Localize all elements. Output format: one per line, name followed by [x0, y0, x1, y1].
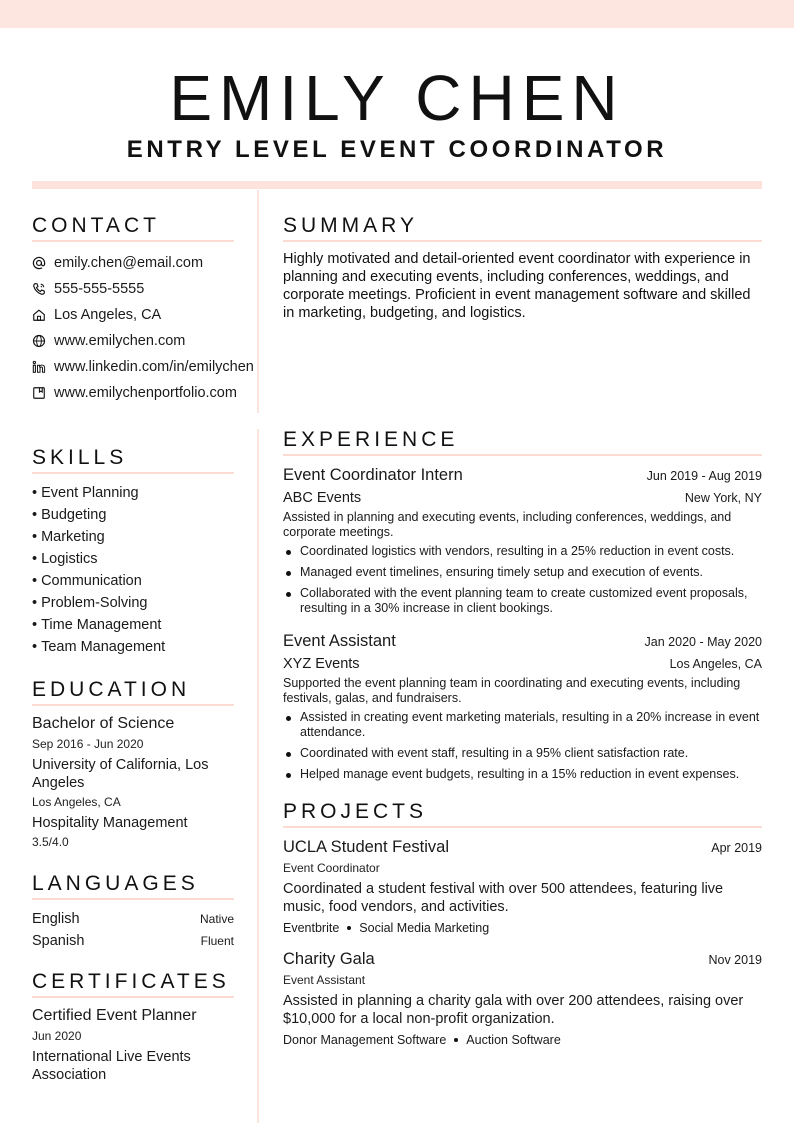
project-entry — [283, 948, 762, 1048]
job-location: New York, NY — [684, 491, 762, 505]
education-major: Hospitality Management — [32, 815, 188, 831]
contact-portfolio[interactable] — [32, 380, 237, 406]
job-description: Supported the event planning team in coordinating and executing events, including festivals, galas, and fundraisers. — [283, 676, 741, 705]
certificate-date: Jun 2020 — [32, 1029, 82, 1043]
contact-location-text: Los Angeles, CA — [54, 307, 162, 323]
experience-section — [283, 428, 762, 782]
education-school: University of California, Los Angeles — [32, 757, 209, 791]
job-title: Event Coordinator Intern — [283, 466, 463, 484]
skill-item: • Event Planning — [32, 482, 234, 504]
education-location: Los Angeles, CA — [32, 795, 121, 809]
project-date: Apr 2019 — [711, 841, 762, 855]
contact-email[interactable] — [32, 250, 234, 276]
experience-title: EXPERIENCE — [283, 428, 762, 456]
project-role: Event Assistant — [283, 973, 366, 987]
education-degree: Bachelor of Science — [32, 715, 175, 732]
project-tag: Eventbrite — [283, 921, 340, 935]
skill-item: • Time Management — [32, 614, 234, 636]
at-icon — [32, 256, 46, 270]
contact-section — [32, 214, 254, 406]
summary-text: Highly motivated and detail-oriented event coordinator with experience in planning and executing events, including conferences, weddings, and corporate meetings. Proficient in event management software and skilled in marketing, budgeting, and logistics. — [283, 251, 751, 321]
contact-phone[interactable] — [32, 276, 234, 302]
language-row — [32, 930, 234, 952]
portfolio-icon — [32, 386, 46, 400]
certificate-issuer: International Live Events Association — [32, 1049, 191, 1083]
candidate-name: EMILY CHEN — [169, 62, 625, 134]
job-bullet: Coordinated logistics with vendors, resulting in a 25% reduction in event costs. — [283, 544, 762, 559]
tag-separator — [454, 1038, 458, 1042]
project-tags — [283, 920, 762, 936]
job-location: Los Angeles, CA — [669, 657, 762, 671]
contact-phone-text: 555-555-5555 — [54, 281, 145, 297]
skill-item: • Logistics — [32, 548, 234, 570]
job-bullet: Collaborated with the event planning team to create customized event proposals, resulting in a 30% increase in client bookings. — [283, 586, 762, 616]
education-gpa: 3.5/4.0 — [32, 835, 69, 849]
skill-item: • Problem-Solving — [32, 592, 234, 614]
skills-section — [32, 446, 234, 658]
skill-item: • Communication — [32, 570, 234, 592]
contact-location — [32, 302, 234, 328]
summary-title: SUMMARY — [283, 214, 762, 242]
resume-header — [0, 62, 794, 164]
project-tags — [283, 1032, 762, 1048]
language-name: Spanish — [32, 933, 85, 949]
projects-section — [283, 800, 762, 1048]
job-dates: Jan 2020 - May 2020 — [644, 635, 762, 649]
job-bullet: Assisted in creating event marketing materials, resulting in a 20% increase in event attendance. — [283, 710, 762, 740]
left-column — [32, 214, 254, 1084]
contact-portfolio-text: www.emilychenportfolio.com — [54, 385, 237, 401]
tag-separator — [347, 926, 351, 930]
project-name: UCLA Student Festival — [283, 838, 449, 856]
education-title: EDUCATION — [32, 678, 234, 706]
contact-website-text: www.emilychen.com — [54, 333, 186, 349]
project-name: Charity Gala — [283, 950, 375, 968]
header-divider — [32, 181, 762, 189]
job-company: ABC Events — [283, 490, 362, 506]
linkedin-icon — [32, 360, 46, 374]
job-entry — [283, 630, 762, 782]
skill-item: • Marketing — [32, 526, 234, 548]
job-bullet: Helped manage event budgets, resulting in a 15% reduction in event expenses. — [283, 767, 762, 782]
project-role: Event Coordinator — [283, 861, 380, 875]
certificates-title: CERTIFICATES — [32, 970, 234, 998]
column-divider — [257, 190, 259, 1123]
job-description: Assisted in planning and executing events, including conferences, weddings, and corporate meetings. — [283, 510, 732, 539]
contact-linkedin-text: www.linkedin.com/in/emilychen — [54, 359, 254, 375]
contact-linkedin[interactable] — [32, 354, 254, 380]
candidate-role: ENTRY LEVEL EVENT COORDINATOR — [126, 136, 668, 163]
language-level: Fluent — [200, 934, 234, 948]
language-row — [32, 908, 234, 930]
contact-website[interactable] — [32, 328, 234, 354]
job-company: XYZ Events — [283, 656, 360, 672]
language-level: Native — [199, 912, 234, 926]
project-description: Coordinated a student festival with over 500 attendees, featuring live music, food vendors, and activities. — [283, 881, 724, 915]
education-section — [32, 678, 234, 850]
job-entry — [283, 464, 762, 616]
skills-title: SKILLS — [32, 446, 234, 474]
top-accent-band — [0, 0, 794, 28]
contact-title: CONTACT — [32, 214, 234, 242]
project-tag: Donor Management Software — [283, 1033, 447, 1047]
projects-title: PROJECTS — [283, 800, 762, 828]
job-bullet: Managed event timelines, ensuring timely setup and execution of events. — [283, 565, 762, 580]
job-dates: Jun 2019 - Aug 2019 — [646, 469, 762, 483]
right-column — [283, 214, 762, 1048]
globe-icon — [32, 334, 46, 348]
language-name: English — [32, 911, 80, 927]
certificates-section — [32, 970, 234, 1084]
certificate-name: Certified Event Planner — [32, 1007, 197, 1024]
job-bullet: Coordinated with event staff, resulting in a 95% client satisfaction rate. — [283, 746, 762, 761]
column-divider-gap — [255, 413, 261, 429]
job-bullets — [283, 544, 762, 616]
phone-icon — [32, 282, 46, 296]
project-entry — [283, 836, 762, 936]
job-title: Event Assistant — [283, 632, 396, 650]
contact-email-text: emily.chen@email.com — [54, 255, 204, 271]
languages-title: LANGUAGES — [32, 872, 234, 900]
skill-item: • Team Management — [32, 636, 234, 658]
skills-list — [32, 482, 234, 658]
project-tag: Auction Software — [466, 1033, 561, 1047]
education-dates: Sep 2016 - Jun 2020 — [32, 737, 144, 751]
home-icon — [32, 308, 46, 322]
skill-item: • Budgeting — [32, 504, 234, 526]
summary-section — [283, 214, 762, 428]
project-date: Nov 2019 — [708, 953, 762, 967]
project-tag: Social Media Marketing — [359, 921, 490, 935]
job-bullets — [283, 710, 762, 782]
project-description: Assisted in planning a charity gala with over 200 attendees, raising over $10,000 for a local non-profit organization. — [283, 993, 744, 1027]
languages-section — [32, 872, 234, 952]
